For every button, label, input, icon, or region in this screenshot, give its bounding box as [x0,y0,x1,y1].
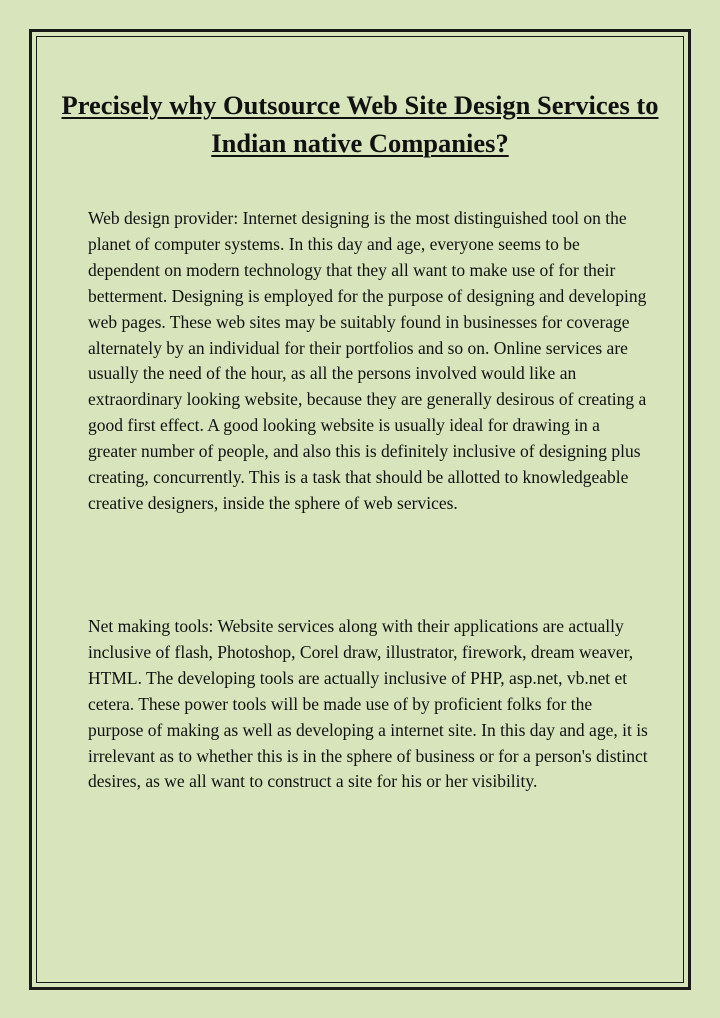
paragraph-web-design-provider: Web design provider: Internet designing is the most distinguished tool on the planet of computer systems. In this day and age, everyone seems to be dependent on modern technology that they all want to make use of for their betterment. Designing is employed for the purpose of designing and developing web pages. These web sites may be suitably found in businesses for coverage alternately by an individual for their portfolios and so on. Online services are usually the need of the hour, as all the persons involved would like an extraordinary looking website, because they are generally desirous of creating a good first effect. A good looking website is usually ideal for drawing in a greater number of people, and also this is definitely inclusive of designing plus creating, concurrently. This is a task that should be allotted to knowledgeable creative designers, inside the sphere of web services. [88,208,647,513]
paragraph-net-making-tools: Net making tools: Website services along with their applications are actually inclusive of flash, Photoshop, Corel draw, illustrator, firework, dream weaver, HTML. The developing tools are actually inclusive of PHP, asp.net, vb.net et cetera. These power tools will be made use of by proficient folks for the purpose of making as well as developing a internet site. In this day and age, it is irrelevant as to whether this is in the sphere of business or for a person's distinct desires, as we all want to construct a site for his or her visibility. [88,616,648,792]
page-title: Precisely why Outsource Web Site Design Services to Indian native Companies? [61,90,659,158]
